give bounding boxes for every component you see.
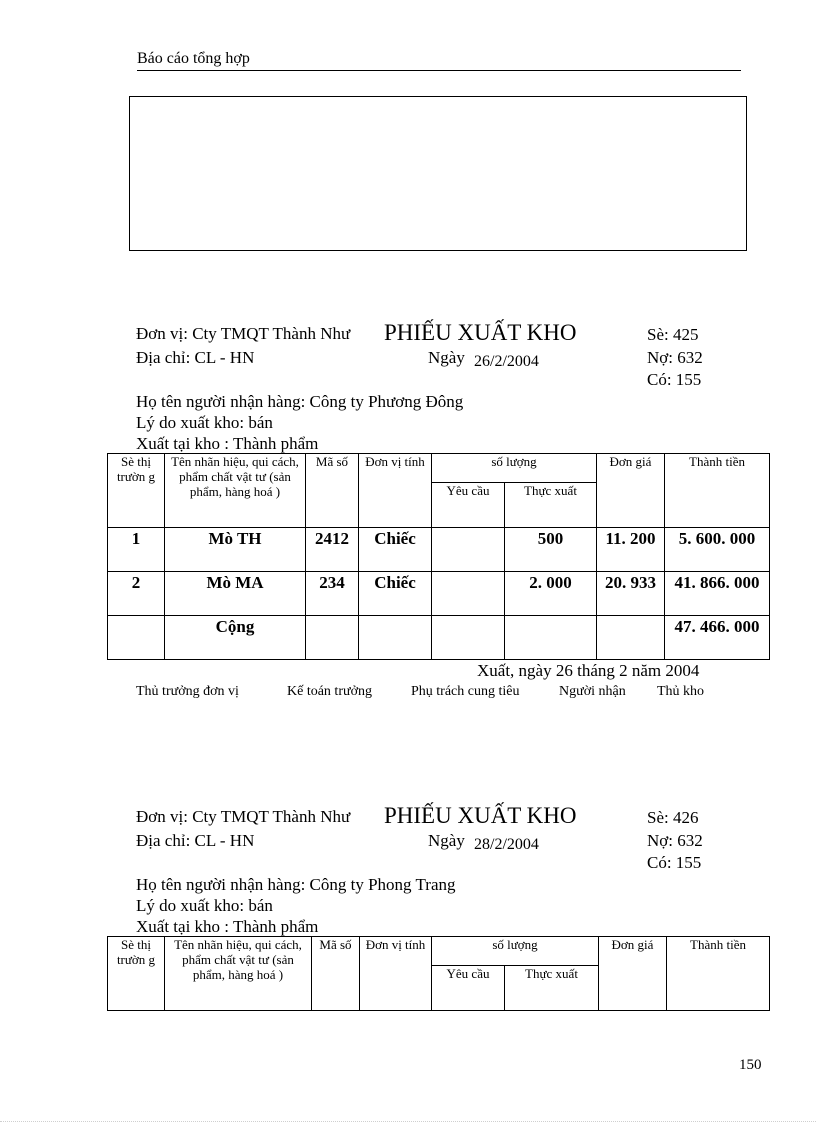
col-header-unit: Đơn vị tính <box>360 937 432 1011</box>
cell-empty <box>432 616 505 660</box>
cell-price: 20. 933 <box>597 572 665 616</box>
slip1-debit: Nợ: 632 <box>647 348 703 367</box>
slip2-number: Sè: 426 <box>647 808 699 827</box>
slip2-title: PHIẾU XUẤT KHO <box>384 803 577 828</box>
col-header-qty-act: Thực xuất <box>505 483 597 528</box>
cell-name: Mò TH <box>165 528 306 572</box>
table-header-row <box>108 937 770 966</box>
cell-empty <box>359 616 432 660</box>
col-header-amount: Thành tiền <box>665 454 770 528</box>
col-header-unit: Đơn vị tính <box>359 454 432 528</box>
slip1-warehouse: Xuất tại kho : Thành phẩm <box>136 434 319 453</box>
cell-empty <box>306 616 359 660</box>
blank-box <box>129 96 747 251</box>
table-header-row <box>108 454 770 483</box>
col-header-qty: số lượng <box>432 454 597 483</box>
slip1-credit: Có: 155 <box>647 370 702 389</box>
slip2-table <box>107 936 770 1011</box>
col-header-code: Mã số <box>306 454 359 528</box>
cell-qty-act: 500 <box>505 528 597 572</box>
total-label: Cộng <box>165 616 306 660</box>
header-rule <box>137 70 741 71</box>
cell-qty-req <box>432 528 505 572</box>
table-row <box>108 528 770 572</box>
col-header-qty-req: Yêu cầu <box>432 483 505 528</box>
slip1-address: Địa chỉ: CL - HN <box>136 348 255 367</box>
cell-qty-act: 2. 000 <box>505 572 597 616</box>
slip1-reason: Lý do xuất kho: bán <box>136 413 273 432</box>
col-header-stt: Sè thị trườn g <box>108 937 165 1011</box>
page-number: 150 <box>739 1057 762 1073</box>
cell-empty <box>505 616 597 660</box>
cell-amount: 5. 600. 000 <box>665 528 770 572</box>
col-header-qty: số lượng <box>432 937 599 966</box>
cell-unit: Chiếc <box>359 528 432 572</box>
col-header-code: Mã số <box>312 937 360 1011</box>
cell-name: Mò MA <box>165 572 306 616</box>
cell-unit: Chiếc <box>359 572 432 616</box>
col-header-amount: Thành tiền <box>667 937 770 1011</box>
col-header-name: Tên nhãn hiệu, qui cách, phẩm chất vật tư (sản phẩm, hàng hoá ) <box>165 937 312 1011</box>
slip1-footer-date: Xuất, ngày 26 tháng 2 năm 2004 <box>477 661 700 680</box>
col-header-stt: Sè thị trườn g <box>108 454 165 528</box>
cell-stt: 1 <box>108 528 165 572</box>
slip2-credit: Có: 155 <box>647 853 702 872</box>
total-amount: 47. 466. 000 <box>665 616 770 660</box>
page-bottom-dotted-rule <box>0 1121 816 1122</box>
cell-empty <box>108 616 165 660</box>
slip2-reason: Lý do xuất kho: bán <box>136 896 273 915</box>
slip2-date-value: 28/2/2004 <box>474 836 539 853</box>
cell-amount: 41. 866. 000 <box>665 572 770 616</box>
signature-supply-manager: Phụ trách cung tiêu <box>411 684 520 699</box>
cell-qty-req <box>432 572 505 616</box>
col-header-price: Đơn giá <box>599 937 667 1011</box>
slip1-title: PHIẾU XUẤT KHO <box>384 320 577 345</box>
slip1-date-value: 26/2/2004 <box>474 353 539 370</box>
col-header-qty-req: Yêu cầu <box>432 966 505 1011</box>
signature-head-of-unit: Thủ trưởng đơn vị <box>136 684 239 699</box>
cell-code: 234 <box>306 572 359 616</box>
signature-chief-accountant: Kế toán trưởng <box>287 684 372 699</box>
slip2-receiver: Họ tên người nhận hàng: Công ty Phong Trang <box>136 875 456 894</box>
col-header-qty-act: Thực xuất <box>505 966 599 1011</box>
slip2-date-label: Ngày <box>428 831 465 850</box>
col-header-price: Đơn giá <box>597 454 665 528</box>
col-header-name: Tên nhãn hiệu, qui cách, phẩm chất vật tư (sản phẩm, hàng hoá ) <box>165 454 306 528</box>
slip2-warehouse: Xuất tại kho : Thành phẩm <box>136 917 319 936</box>
cell-empty <box>597 616 665 660</box>
slip2-debit: Nợ: 632 <box>647 831 703 850</box>
table-total-row <box>108 616 770 660</box>
signature-storekeeper: Thủ kho <box>657 684 705 699</box>
slip1-number: Sè: 425 <box>647 325 699 344</box>
slip2-unit: Đơn vị: Cty TMQT Thành Như <box>136 807 351 826</box>
cell-code: 2412 <box>306 528 359 572</box>
slip1-receiver: Họ tên người nhận hàng: Công ty Phương Đông <box>136 392 464 411</box>
slip1-date-label: Ngày <box>428 348 465 367</box>
slip2-address: Địa chỉ: CL - HN <box>136 831 255 850</box>
cell-stt: 2 <box>108 572 165 616</box>
table-row <box>108 572 770 616</box>
slip1-unit: Đơn vị: Cty TMQT Thành Như <box>136 324 351 343</box>
signature-receiver: Người nhận <box>559 684 626 699</box>
report-header-title: Báo cáo tổng hợp <box>137 50 250 67</box>
slip1-table <box>107 453 770 660</box>
cell-price: 11. 200 <box>597 528 665 572</box>
